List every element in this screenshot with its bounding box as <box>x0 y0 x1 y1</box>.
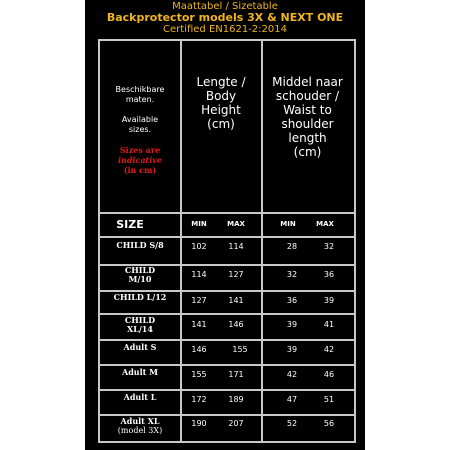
desc-line: sizes. <box>128 125 152 134</box>
size-column-header: SIZE <box>116 218 144 231</box>
size-description <box>100 85 180 175</box>
height-min: 114 <box>191 270 207 279</box>
row-size-label <box>100 368 180 377</box>
waist-min-header: MIN <box>280 220 296 228</box>
size-name: CHILD <box>124 265 156 275</box>
size-name: Adult XL <box>120 416 160 426</box>
waist-max: 51 <box>323 395 335 404</box>
indicative-note: (in cm) <box>123 165 157 175</box>
waist-max: 32 <box>323 242 335 251</box>
size-name: CHILD S/8 <box>116 240 164 250</box>
header-product: Backprotector models 3X & NEXT ONE <box>106 11 344 24</box>
height-max: 141 <box>228 296 244 305</box>
height-max: 189 <box>228 395 244 404</box>
waist-min: 42 <box>286 370 298 379</box>
size-name: Adult L <box>123 392 157 402</box>
row-size-label <box>100 241 180 250</box>
height-min: 190 <box>191 419 207 428</box>
size-table <box>98 39 356 443</box>
waist-max: 36 <box>323 270 335 279</box>
column-header-waist <box>261 75 354 159</box>
waist-min: 47 <box>286 395 298 404</box>
desc-line: maten. <box>125 95 155 104</box>
height-min: 172 <box>191 395 207 404</box>
header-line: Lengte / Body <box>196 75 246 103</box>
height-min: 102 <box>191 242 207 251</box>
column-header-height <box>180 75 262 131</box>
grid-line <box>100 389 354 391</box>
row-size-label <box>100 293 180 302</box>
desc-line: Beschikbare <box>115 85 165 94</box>
header-line: schouder / <box>275 89 340 103</box>
waist-min: 39 <box>286 320 298 329</box>
height-min: 127 <box>191 296 207 305</box>
waist-max: 46 <box>323 370 335 379</box>
row-size-label <box>100 266 180 284</box>
grid-line <box>100 212 354 214</box>
waist-max: 42 <box>323 345 335 354</box>
waist-max: 41 <box>323 320 335 329</box>
size-name: Adult S <box>123 342 157 352</box>
indicative-note: Sizes are <box>119 145 161 155</box>
height-min: 141 <box>191 320 207 329</box>
waist-max: 39 <box>323 296 335 305</box>
indicative-note: indicative <box>117 155 162 165</box>
height-min: 155 <box>191 370 207 379</box>
waist-min: 39 <box>286 345 298 354</box>
size-name: CHILD L/12 <box>113 292 167 302</box>
size-name: (model 3X) <box>117 426 163 435</box>
desc-line: Available <box>121 115 159 124</box>
size-table-panel <box>85 0 365 450</box>
size-name: CHILD <box>124 315 156 325</box>
height-max: 171 <box>228 370 244 379</box>
grid-line <box>100 236 354 238</box>
height-max: 127 <box>228 270 244 279</box>
header-line: Height <box>201 103 241 117</box>
header-line: shoulder <box>281 117 334 131</box>
height-max: 155 <box>232 345 248 354</box>
height-min-header: MIN <box>191 220 207 228</box>
waist-max-header: MAX <box>316 220 334 228</box>
size-name: XL/14 <box>127 324 153 334</box>
grid-line <box>100 339 354 341</box>
height-max: 146 <box>228 320 244 329</box>
header-line: length <box>288 131 327 145</box>
height-max-header: MAX <box>227 220 245 228</box>
grid-line <box>100 364 354 366</box>
header-title: Maattabel / Sizetable <box>172 1 278 12</box>
waist-min: 28 <box>286 242 298 251</box>
waist-max: 56 <box>323 419 335 428</box>
waist-min: 36 <box>286 296 298 305</box>
height-max: 114 <box>228 242 244 251</box>
height-min: 146 <box>191 345 207 354</box>
row-size-label <box>100 393 180 402</box>
row-size-label <box>100 343 180 352</box>
header-line: (cm) <box>207 117 235 131</box>
row-size-label <box>100 417 180 435</box>
size-name: M/10 <box>128 274 152 284</box>
size-name: Adult M <box>122 367 158 377</box>
header-certification: Certified EN1621-2:2014 <box>163 24 287 35</box>
row-size-label <box>100 316 180 334</box>
header-line: Waist to <box>283 103 332 117</box>
header-line: (cm) <box>293 145 322 159</box>
waist-min: 32 <box>286 270 298 279</box>
header-line: Middel naar <box>272 75 343 89</box>
height-max: 207 <box>228 419 244 428</box>
waist-min: 52 <box>286 419 298 428</box>
